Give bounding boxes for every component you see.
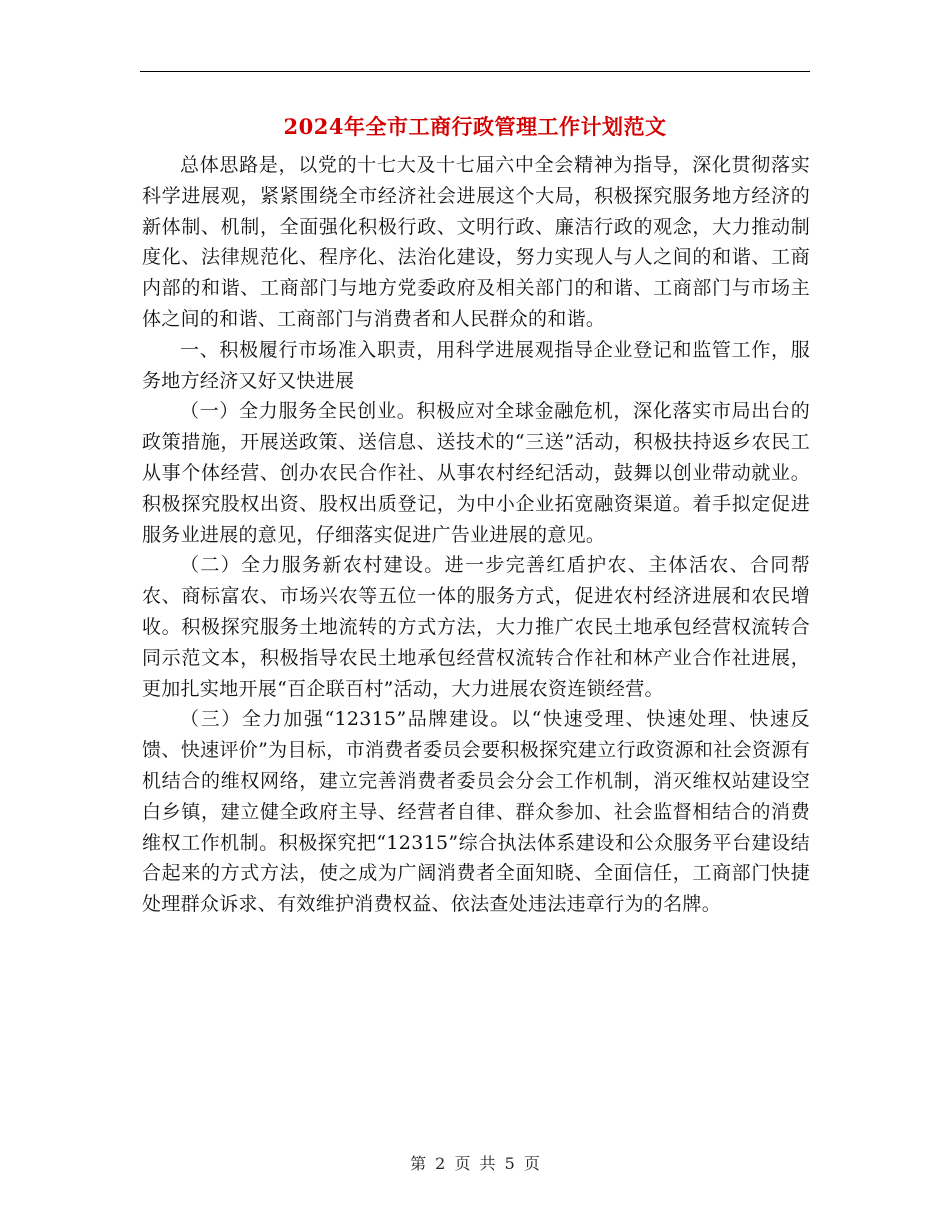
document-title: 2024年全市工商行政管理工作计划范文: [283, 114, 667, 139]
paragraph-item-2: （二）全力服务新农村建设。进一步完善红盾护农、主体活农、合同帮农、商标富农、市场兴农等五位一体的服务方式，促进农村经济进展和农民增收。积极探究服务土地流转的方式方法，大力推广农民土地承包经营权流转合同示范文本，积极指导农民土地承包经营权流转合作社和林产业合作社进展，更加扎实地开展“百企联百村”活动，大力进展农资连锁经营。: [142, 554, 810, 700]
paragraph-overall-approach: 总体思路是，以党的十七大及十七届六中全会精神为指导，深化贯彻落实科学进展观，紧紧围绕全市经济社会进展这个大局，积极探究服务地方经济的新体制、机制，全面强化积极行政、文明行政、廉洁行政的观念，大力推动制度化、法律规范化、程序化、法治化建设，努力实现人与人之间的和谐、工商内部的和谐、工商部门与地方党委政府及相关部门的和谐、工商部门与市场主体之间的和谐、工商部门与消费者和人民群众的和谐。: [142, 154, 810, 330]
section-heading-1: 一、积极履行市场准入职责，用科学进展观指导企业登记和监管工作，服务地方经济又好又快进展: [142, 338, 810, 392]
paragraph-item-1: （一）全力服务全民创业。积极应对全球金融危机，深化落实市局出台的政策措施，开展送政策、送信息、送技术的“三送”活动，积极扶持返乡农民工从事个体经营、创办农民合作社、从事农村经纪活动，鼓舞以创业带动就业。积极探究股权出资、股权出质登记，为中小企业拓宽融资渠道。着手拟定促进服务业进展的意见，仔细落实促进广告业进展的意见。: [142, 400, 810, 546]
page-number-footer: 第 2 页 共 5 页: [410, 1154, 540, 1173]
document-body: [142, 150, 810, 920]
header-rule: [140, 71, 810, 72]
paragraph-item-3: （三）全力加强“12315”品牌建设。以“快速受理、快速处理、快速反馈、快速评价”为目标，市消费者委员会要积极探究建立行政资源和社会资源有机结合的维权网络，建立完善消费者委员会分会工作机制，消灭维权站建设空白乡镇，建立健全政府主导、经营者自律、群众参加、社会监督相结合的消费维权工作机制。积极探究把“12315”综合执法体系建设和公众服务平台建设结合起来的方式方法，使之成为广阔消费者全面知晓、全面信任，工商部门快捷处理群众诉求、有效维护消费权益、依法查处违法违章行为的名牌。: [142, 708, 810, 916]
